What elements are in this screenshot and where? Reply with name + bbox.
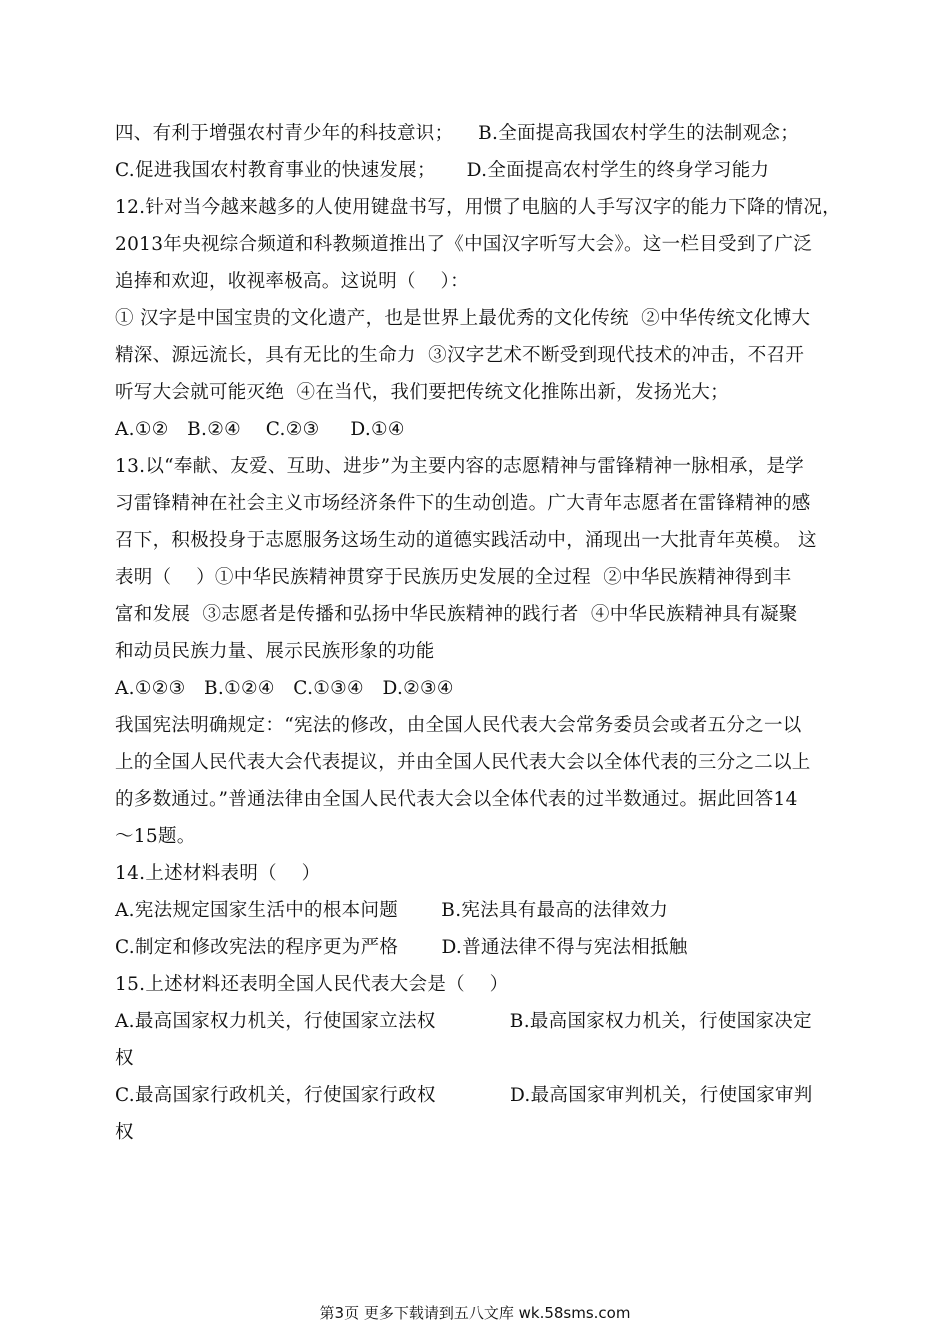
page-footer: 第3页 更多下载请到五八文库 wk.58sms.com [319,1304,631,1322]
text-line: 听写大会就可能灭绝 ④在当代，我们要把传统文化推陈出新，发扬光大； [115,382,729,403]
question-12-options: A.①② B.②④ C.②③ D.①④ [115,419,405,440]
question-15-stem: 15.上述材料还表明全国人民代表大会是（ ） [115,974,509,995]
text-line: 和动员民族力量、展示民族形象的功能 [115,641,435,662]
text-line: 精深、源远流长，具有无比的生命力 ③汉字艺术不断受到现代技术的冲击，不召开 [115,345,805,366]
question-13-stem: 13.以“奉献、友爱、互助、进步”为主要内容的志愿精神与雷锋精神一脉相承，是学 [115,456,805,477]
question-13-options: A.①②③ B.①②④ C.①③④ D.②③④ [115,678,454,699]
text-line: ～15题。 [115,826,196,847]
text-line: 权 [115,1122,134,1143]
text-line: 召下，积极投身于志愿服务这场生动的道德实践活动中，涌现出一大批青年英模。 这 [115,530,817,551]
question-15-options: A.最高国家权力机关，行使国家立法权 B.最高国家权力机关，行使国家决定 [115,1011,812,1032]
text-line: 权 [115,1048,134,1069]
text-line: 上的全国人民代表大会代表提议，并由全国人民代表大会以全体代表的三分之二以上 [115,752,811,773]
material-paragraph: 我国宪法明确规定：“宪法的修改，由全国人民代表大会常务委员会或者五分之一以 [115,715,802,736]
text-line: 习雷锋精神在社会主义市场经济条件下的生动创造。广大青年志愿者在雷锋精神的感 [115,493,811,514]
question-15-options: C.最高国家行政机关，行使国家行政权 D.最高国家审判机关，行使国家审判 [115,1085,813,1106]
text-line: C.促进我国农村教育事业的快速发展； D.全面提高农村学生的终身学习能力 [115,160,770,181]
text-line: 表明（ ）①中华民族精神贯穿于民族历史发展的全过程 ②中华民族精神得到丰 [115,567,792,588]
question-14-options: C.制定和修改宪法的程序更为严格 D.普通法律不得与宪法相抵触 [115,937,688,958]
text-line: 2013年央视综合频道和科教频道推出了《中国汉字听写大会》。这一栏目受到了广泛 [115,234,813,255]
question-12-stem: 12.针对当今越来越多的人使用键盘书写，用惯了电脑的人手写汉字的能力下降的情况， [115,197,841,218]
text-line: 富和发展 ③志愿者是传播和弘扬中华民族精神的践行者 ④中华民族精神具有凝聚 [115,604,798,625]
question-14-stem: 14.上述材料表明（ ） [115,863,321,884]
page-body [115,115,845,1151]
text-line: 四、有利于增强农村青少年的科技意识； B.全面提高我国农村学生的法制观念； [115,123,800,144]
question-14-options: A.宪法规定国家生活中的根本问题 B.宪法具有最高的法律效力 [115,900,669,921]
text-line: 追捧和欢迎，收视率极高。这说明（ ）： [115,271,469,292]
text-line: ① 汉字是中国宝贵的文化遗产，也是世界上最优秀的文化传统 ②中华传统文化博大 [115,308,811,329]
text-line: 的多数通过。”普通法律由全国人民代表大会以全体代表的过半数通过。据此回答14 [115,789,798,810]
